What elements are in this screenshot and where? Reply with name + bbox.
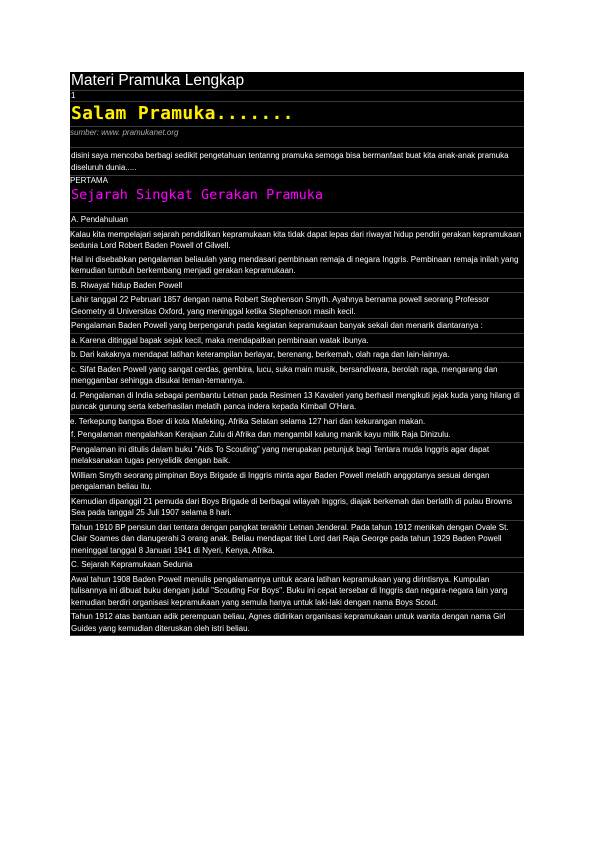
intro-paragraph: disini saya mencoba berbagi sedikit pengetahuan tentanng pramuka semoga bisa bermanfaat buat kita anak-anak pramuka diseluruh dunia.....	[70, 148, 524, 176]
paragraph: Lahir tanggal 22 Pebruari 1857 dengan nama Robert Stephenson Smyth. Ayahnya bernama powell seorang Professor Geometry di Universitas Oxford, yang meninggal ketika Stephenson masih kecil.	[70, 293, 524, 319]
section-title: Sejarah Singkat Gerakan Pramuka	[70, 186, 524, 213]
paragraph: Kalau kita mempelajari sejarah pendidikan kepramukaan kita tidak dapat lepas dari riwayat hidup pendiri gerakan kepramukaan sedunia Lord Robert Baden Powell of Gilwell.	[70, 229, 522, 250]
paragraph: B. Riwayat hidup Baden Powell	[70, 279, 524, 294]
document-title: Materi Pramuka Lengkap	[70, 72, 524, 91]
section-label: PERTAMA	[70, 176, 108, 185]
paragraph: Hal ini disebabkan pengalaman beliaulah yang mendasari pembinaan remaja di negara Inggris. Pembinaan remaja inilah yang kemudian tumbuh berkembang menjadi gerakan kepramukaan.	[70, 253, 524, 279]
source-credit: sumber: www. pramukanet.org	[70, 128, 179, 137]
paragraph: e. Terkepung bangsa Boer di kota Mafeking, Afrika Selatan selama 127 hari dan kekurangan makan.	[70, 416, 426, 426]
paragraph: C. Sejarah Kepramukaan Sedunia	[70, 558, 524, 573]
paragraph: f. Pengalaman mengalahkan Kerajaan Zulu di Afrika dan mengambil kalung manik kayu milik Raja Dinizulu.	[70, 428, 524, 443]
paragraph: c. Sifat Baden Powell yang sangat cerdas, gembira, lucu, suka main musik, bersandiwara, berolah raga, mengarang dan menggambar sehingga disukai teman-temannya.	[70, 363, 524, 389]
greeting-heading: Salam Pramuka.......	[70, 102, 524, 127]
paragraph: Kemudian dipanggil 21 pemuda dari Boys Brigade di berbagai wilayah Inggris, diajak berkemah dan berlatih di pulau Browns Sea pada tanggal 25 Juli 1907 selama 8 hari.	[70, 495, 524, 521]
paragraph: Tahun 1912 atas bantuan adik perempuan beliau, Agnes didirikan organisasi kepramukaan untuk wanita dengan nama Girl Guides yang kemudian diteruskan oleh istri beliau.	[70, 610, 524, 636]
paragraph: a. Karena ditinggal bapak sejak kecil, maka mendapatkan pembinaan watak ibunya.	[70, 334, 524, 349]
paragraph: A. Pendahuluan	[70, 213, 524, 228]
paragraph: d. Pengalaman di India sebagai pembantu Letnan pada Resimen 13 Kavaleri yang berhasil mengikuti jejak kuda yang hilang di puncak gunung serta keberhasilan melatih panca indera kepada Kimball O'Hara.	[70, 389, 524, 415]
spacer	[70, 138, 524, 148]
paragraph: Awal tahun 1908 Baden Powell menulis pengalamannya untuk acara latihan kepramukaan yang dirintisnya. Kumpulan tulisannya ini dibuat buku dengan judul "Scouting For Boys". Buku ini cepat tersebar di Inggris dan negara-negara lain yang kemudian berdiri organisasi kepramukaan yang semula hanya untuk laki-laki dengan nama Boys Scout.	[70, 573, 524, 611]
document-page	[70, 72, 524, 636]
page-number: 1	[70, 91, 524, 102]
paragraph: Tahun 1910 BP pensiun dari tentara dengan pangkat terakhir Letnan Jenderal. Pada tahun 1912 menikah dengan Ovale St. Clair Soames dan dianugerahi 3 orang anak. Beliau mendapat titel Lord dari Raja George pada tahun 1929 Baden Powell meninggal tanggal 8 Januari 1941 di Nyeri, Kenya, Afrika.	[70, 521, 524, 559]
paragraph: Pengalaman ini ditulis dalam buku "Aids To Scouting" yang merupakan petunjuk bagi Tentara muda Inggris agar dapat melaksanakan tugas penyelidik dengan baik.	[70, 443, 524, 469]
paragraph: Pengalaman Baden Powell yang berpengaruh pada kegiatan kepramukaan banyak sekali dan menarik diantaranya :	[70, 319, 524, 334]
paragraph: b. Dari kakaknya mendapat latihan keterampilan berlayar, berenang, berkemah, olah raga dan lain-lainnya.	[70, 348, 524, 363]
paragraph: William Smyth seorang pimpinan Boys Brigade di Inggris minta agar Baden Powell melatih anggotanya sesuai dengan pengalaman beliau itu.	[70, 469, 524, 495]
